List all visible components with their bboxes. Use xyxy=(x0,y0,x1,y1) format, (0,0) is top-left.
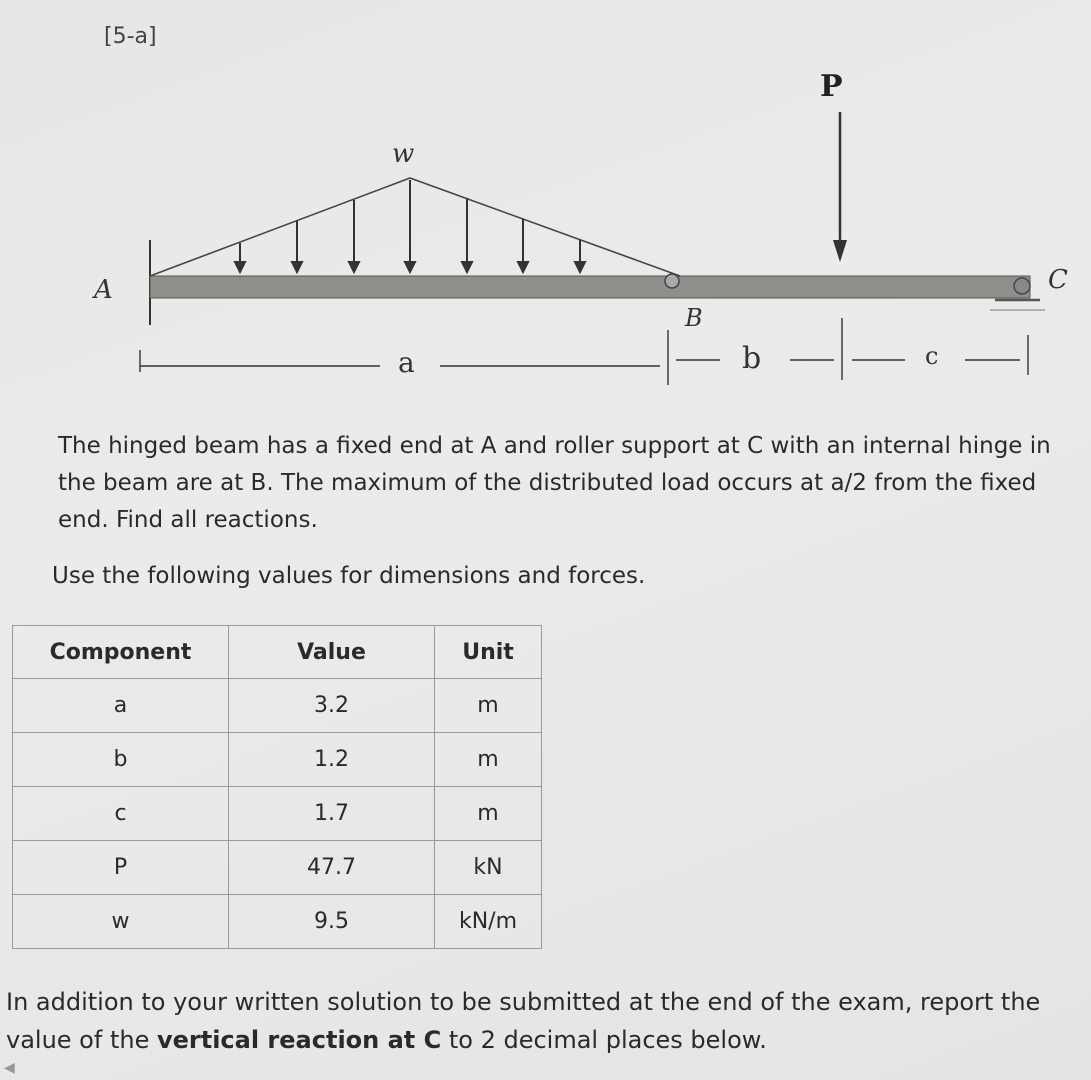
cell-component: P xyxy=(13,841,229,895)
cell-value: 9.5 xyxy=(229,895,435,949)
cell-unit: m xyxy=(435,733,542,787)
cell-value: 1.2 xyxy=(229,733,435,787)
dim-a: a xyxy=(398,346,415,379)
cell-value: 3.2 xyxy=(229,679,435,733)
cell-unit: kN xyxy=(435,841,542,895)
label-w: w xyxy=(392,139,415,169)
table-row xyxy=(13,679,542,733)
label-C: C xyxy=(1048,265,1068,295)
header-value: Value xyxy=(229,626,435,679)
label-P: P xyxy=(820,69,843,104)
cell-component: c xyxy=(13,787,229,841)
dimension-lines xyxy=(140,318,1028,385)
header-component: Component xyxy=(13,626,229,679)
scroll-left-icon[interactable]: ◀ xyxy=(4,1060,15,1076)
internal-hinge xyxy=(665,274,679,288)
cell-unit: m xyxy=(435,787,542,841)
instruction-text: Use the following values for dimensions and forces. xyxy=(52,563,646,589)
table-row xyxy=(13,733,542,787)
dim-b: b xyxy=(742,341,762,376)
cell-component: w xyxy=(13,895,229,949)
footer-text-2: to 2 decimal places below. xyxy=(441,1026,767,1054)
cell-component: a xyxy=(13,679,229,733)
cell-unit: kN/m xyxy=(435,895,542,949)
problem-statement: The hinged beam has a fixed end at A and roller support at C with an internal hinge in the beam are at B. The maximum of the distributed load occurs at a/2 from the fixed end. Find all reactions. xyxy=(58,433,1051,533)
roller-support xyxy=(1014,278,1030,294)
beam xyxy=(150,276,1030,298)
question-id: [5-a] xyxy=(104,24,157,49)
label-B: B xyxy=(685,304,703,332)
cell-value: 1.7 xyxy=(229,787,435,841)
header-unit: Unit xyxy=(435,626,542,679)
table-header-row xyxy=(13,626,542,679)
beam-diagram xyxy=(0,0,1091,420)
dim-c: c xyxy=(925,342,939,370)
cell-component: b xyxy=(13,733,229,787)
footer-text-1: In addition to your written solution to be submitted at the end of the exam, report the value of the xyxy=(6,988,1041,1054)
table-row xyxy=(13,787,542,841)
table-row xyxy=(13,895,542,949)
label-A: A xyxy=(94,275,113,305)
table-row xyxy=(13,841,542,895)
report-instruction xyxy=(6,983,1086,1059)
values-table xyxy=(12,625,542,949)
cell-unit: m xyxy=(435,679,542,733)
load-arrows xyxy=(235,180,585,272)
cell-value: 47.7 xyxy=(229,841,435,895)
footer-bold-text: vertical reaction at C xyxy=(156,1026,442,1054)
